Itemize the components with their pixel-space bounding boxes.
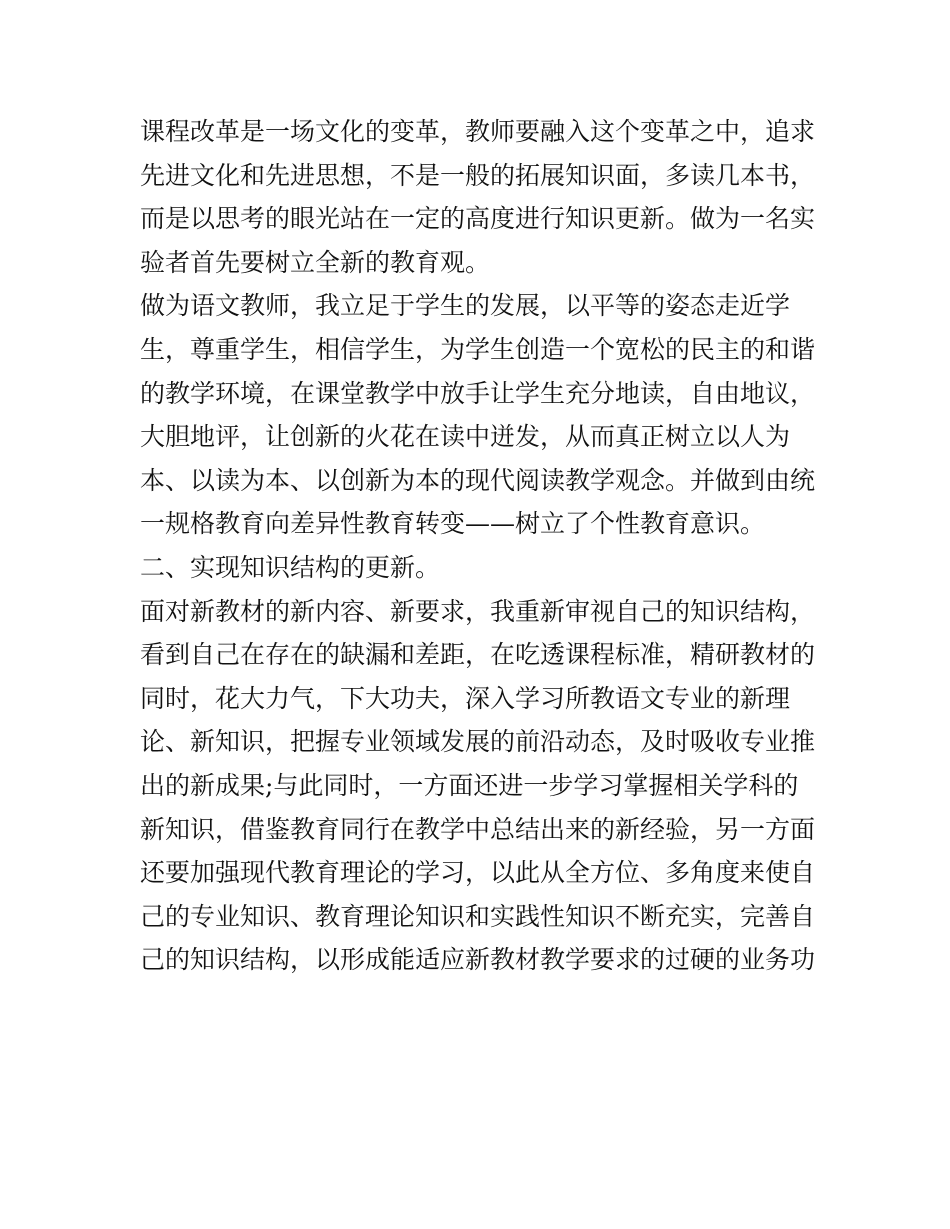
text-line: 而是以思考的眼光站在一定的高度进行知识更新。做为一名实 xyxy=(140,204,816,234)
text-line: 看到自己在存在的缺漏和差距，在吃透课程标准，精研教材的 xyxy=(140,640,816,670)
section-heading: 二、实现知识结构的更新。 xyxy=(140,552,441,582)
text-line: 生，尊重学生，相信学生，为学生创造一个宽松的民主的和谐 xyxy=(140,334,816,364)
text-line: 一规格教育向差异性教育转变——树立了个性教育意识。 xyxy=(140,509,766,539)
text-line: 大胆地评，让创新的火花在读中迸发，从而真正树立以人为 xyxy=(140,422,791,452)
text-line: 还要加强现代教育理论的学习，以此从全方位、多角度来使自 xyxy=(140,858,816,888)
text-line: 面对新教材的新内容、新要求，我重新审视自己的知识结构， xyxy=(140,596,816,626)
text-line: 做为语文教师，我立足于学生的发展，以平等的姿态走近学 xyxy=(140,291,791,321)
text-line: 新知识，借鉴教育同行在教学中总结出来的新经验，另一方面 xyxy=(140,814,816,844)
body-text xyxy=(140,110,820,982)
text-line: 同时，花大力气，下大功夫，深入学习所教语文专业的新理 xyxy=(140,683,791,713)
text-line: 课程改革是一场文化的变革，教师要融入这个变革之中，追求 xyxy=(140,117,816,146)
text-line: 论、新知识，把握专业领域发展的前沿动态，及时吸收专业推 xyxy=(140,727,816,757)
text-line: 己的知识结构，以形成能适应新教材教学要求的过硬的业务功 xyxy=(140,945,816,975)
text-line: 出的新成果;与此同时，一方面还进一步学习掌握相关学科的 xyxy=(140,770,799,800)
text-line: 本、以读为本、以创新为本的现代阅读教学观念。并做到由统 xyxy=(140,465,816,495)
text-line: 先进文化和先进思想，不是一般的拓展知识面，多读几本书， xyxy=(140,160,816,190)
text-line: 验者首先要树立全新的教育观。 xyxy=(140,247,491,277)
text-line: 的教学环境，在课堂教学中放手让学生充分地读，自由地议， xyxy=(140,378,816,408)
text-line: 己的专业知识、教育理论知识和实践性知识不断充实，完善自 xyxy=(140,901,816,931)
